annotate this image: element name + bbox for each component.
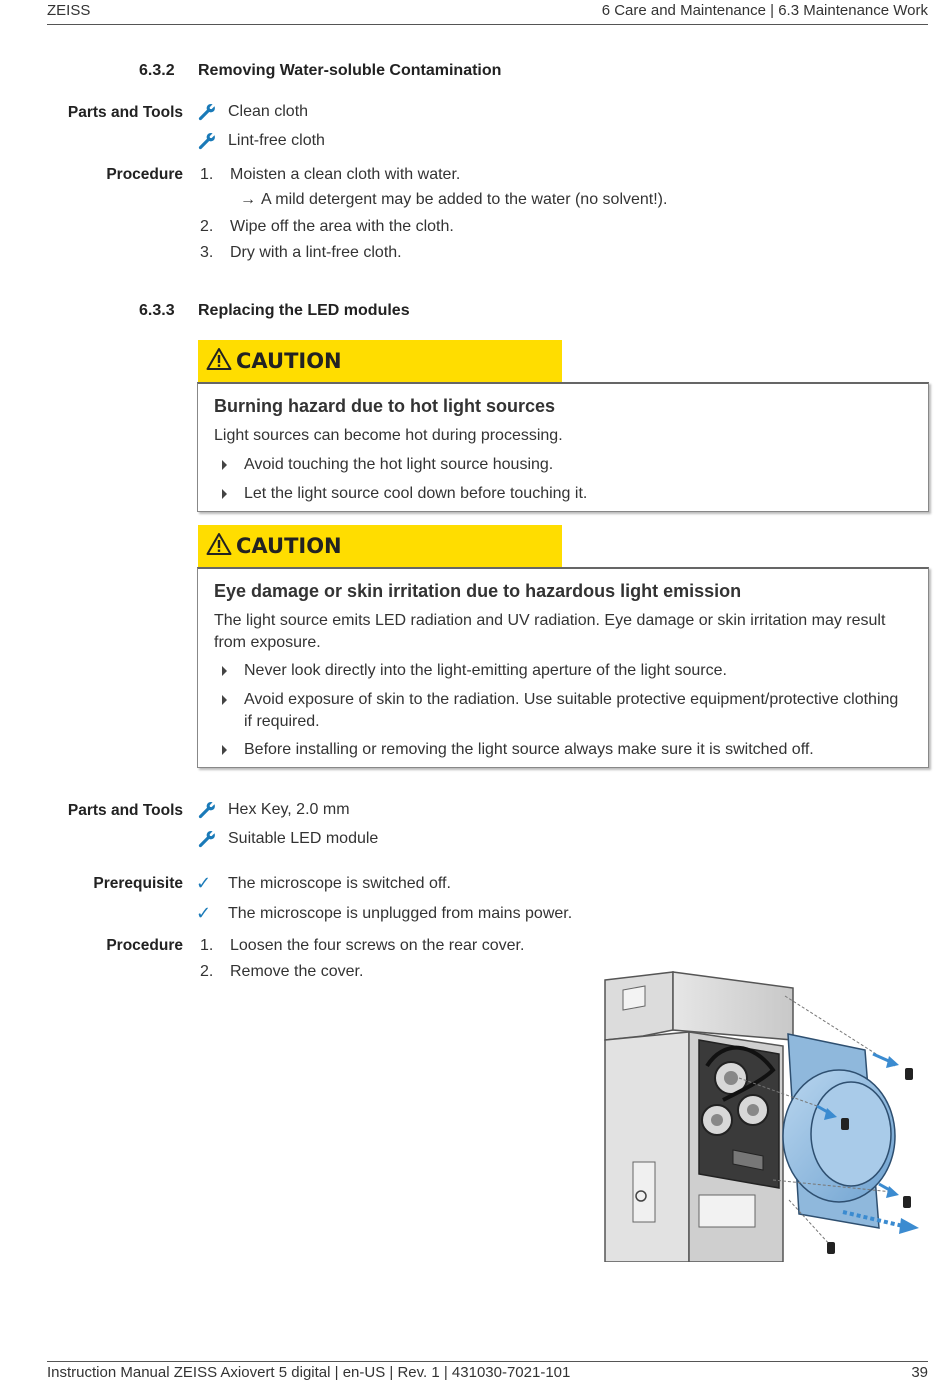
- step-result: A mild detergent may be added to the water (no solvent!).: [261, 191, 668, 208]
- bullet-icon: [222, 460, 227, 470]
- bullet-icon: [222, 666, 227, 676]
- step-text: Dry with a lint-free cloth.: [230, 244, 402, 261]
- caution-label: CAUTION: [236, 349, 342, 373]
- caution-text: The light source emits LED radiation and UV radiation. Eye damage or skin irritation may result from exposure.: [214, 612, 886, 651]
- step-text: Loosen the four screws on the rear cover.: [230, 937, 525, 954]
- step-number: 1.: [200, 166, 214, 183]
- caution-box: [197, 382, 929, 512]
- step-number: 2.: [200, 218, 214, 235]
- warning-triangle-icon: [206, 532, 232, 556]
- section-number: 6.3.3: [139, 302, 175, 319]
- step-number: 2.: [200, 963, 214, 980]
- checkmark-icon: ✓: [196, 903, 212, 923]
- step-number: 1.: [200, 937, 214, 954]
- caution-bullet: Avoid exposure of skin to the radiation. Use suitable protective equipment/protective clothing if required.: [244, 691, 899, 730]
- bullet-icon: [222, 745, 227, 755]
- parts-item: Hex Key, 2.0 mm: [228, 801, 350, 818]
- wrench-icon: [198, 830, 216, 848]
- parts-item: Clean cloth: [228, 103, 309, 120]
- header-brand: ZEISS: [47, 2, 91, 19]
- footer-doc-info: Instruction Manual ZEISS Axiovert 5 digital | en-US | Rev. 1 | 431030-7021-101: [47, 1364, 571, 1381]
- step-text: Remove the cover.: [230, 963, 364, 980]
- caution-label: CAUTION: [236, 534, 342, 558]
- step-text: Moisten a clean cloth with water.: [230, 166, 461, 183]
- parts-item: Suitable LED module: [228, 830, 379, 847]
- parts-tools-label: Parts and Tools: [67, 802, 183, 819]
- prerequisite-item: The microscope is switched off.: [228, 875, 451, 892]
- bullet-icon: [222, 489, 227, 499]
- step-text: Wipe off the area with the cloth.: [230, 218, 454, 235]
- caution-title: Eye damage or skin irritation due to hazardous light emission: [214, 581, 742, 601]
- page-number: 39: [911, 1364, 928, 1381]
- wrench-icon: [198, 801, 216, 819]
- caution-banner: [198, 525, 562, 567]
- caution-bullet: Let the light source cool down before touching it.: [244, 485, 588, 502]
- checkmark-icon: ✓: [196, 873, 212, 893]
- caution-bullet: Never look directly into the light-emitting aperture of the light source.: [244, 662, 727, 679]
- step-number: 3.: [200, 244, 214, 261]
- section-title: Replacing the LED modules: [198, 302, 410, 319]
- prerequisite-item: The microscope is unplugged from mains power.: [228, 905, 573, 922]
- header-section: 6 Care and Maintenance | 6.3 Maintenance Work: [601, 2, 928, 19]
- caution-title: Burning hazard due to hot light sources: [214, 396, 556, 416]
- section-number: 6.3.2: [139, 62, 175, 79]
- parts-tools-label: Parts and Tools: [67, 104, 183, 121]
- procedure-label: Procedure: [106, 937, 183, 954]
- footer-rule: [47, 1361, 928, 1362]
- wrench-icon: [198, 103, 216, 121]
- caution-box: [197, 567, 929, 768]
- caution-bullet: Before installing or removing the light source always make sure it is switched off.: [244, 741, 814, 758]
- result-arrow-icon: →: [240, 191, 256, 208]
- caution-bullet: Avoid touching the hot light source housing.: [244, 456, 554, 473]
- caution-banner: [198, 340, 562, 382]
- warning-triangle-icon: [206, 347, 232, 371]
- rear-cover-removal-illustration: [603, 970, 933, 1262]
- procedure-label: Procedure: [106, 166, 183, 183]
- prerequisite-label: Prerequisite: [93, 875, 183, 892]
- header-rule: [47, 24, 928, 25]
- parts-item: Lint-free cloth: [228, 132, 325, 149]
- caution-text: Light sources can become hot during processing.: [214, 427, 563, 444]
- section-title: Removing Water-soluble Contamination: [198, 62, 502, 79]
- wrench-icon: [198, 132, 216, 150]
- bullet-icon: [222, 695, 227, 705]
